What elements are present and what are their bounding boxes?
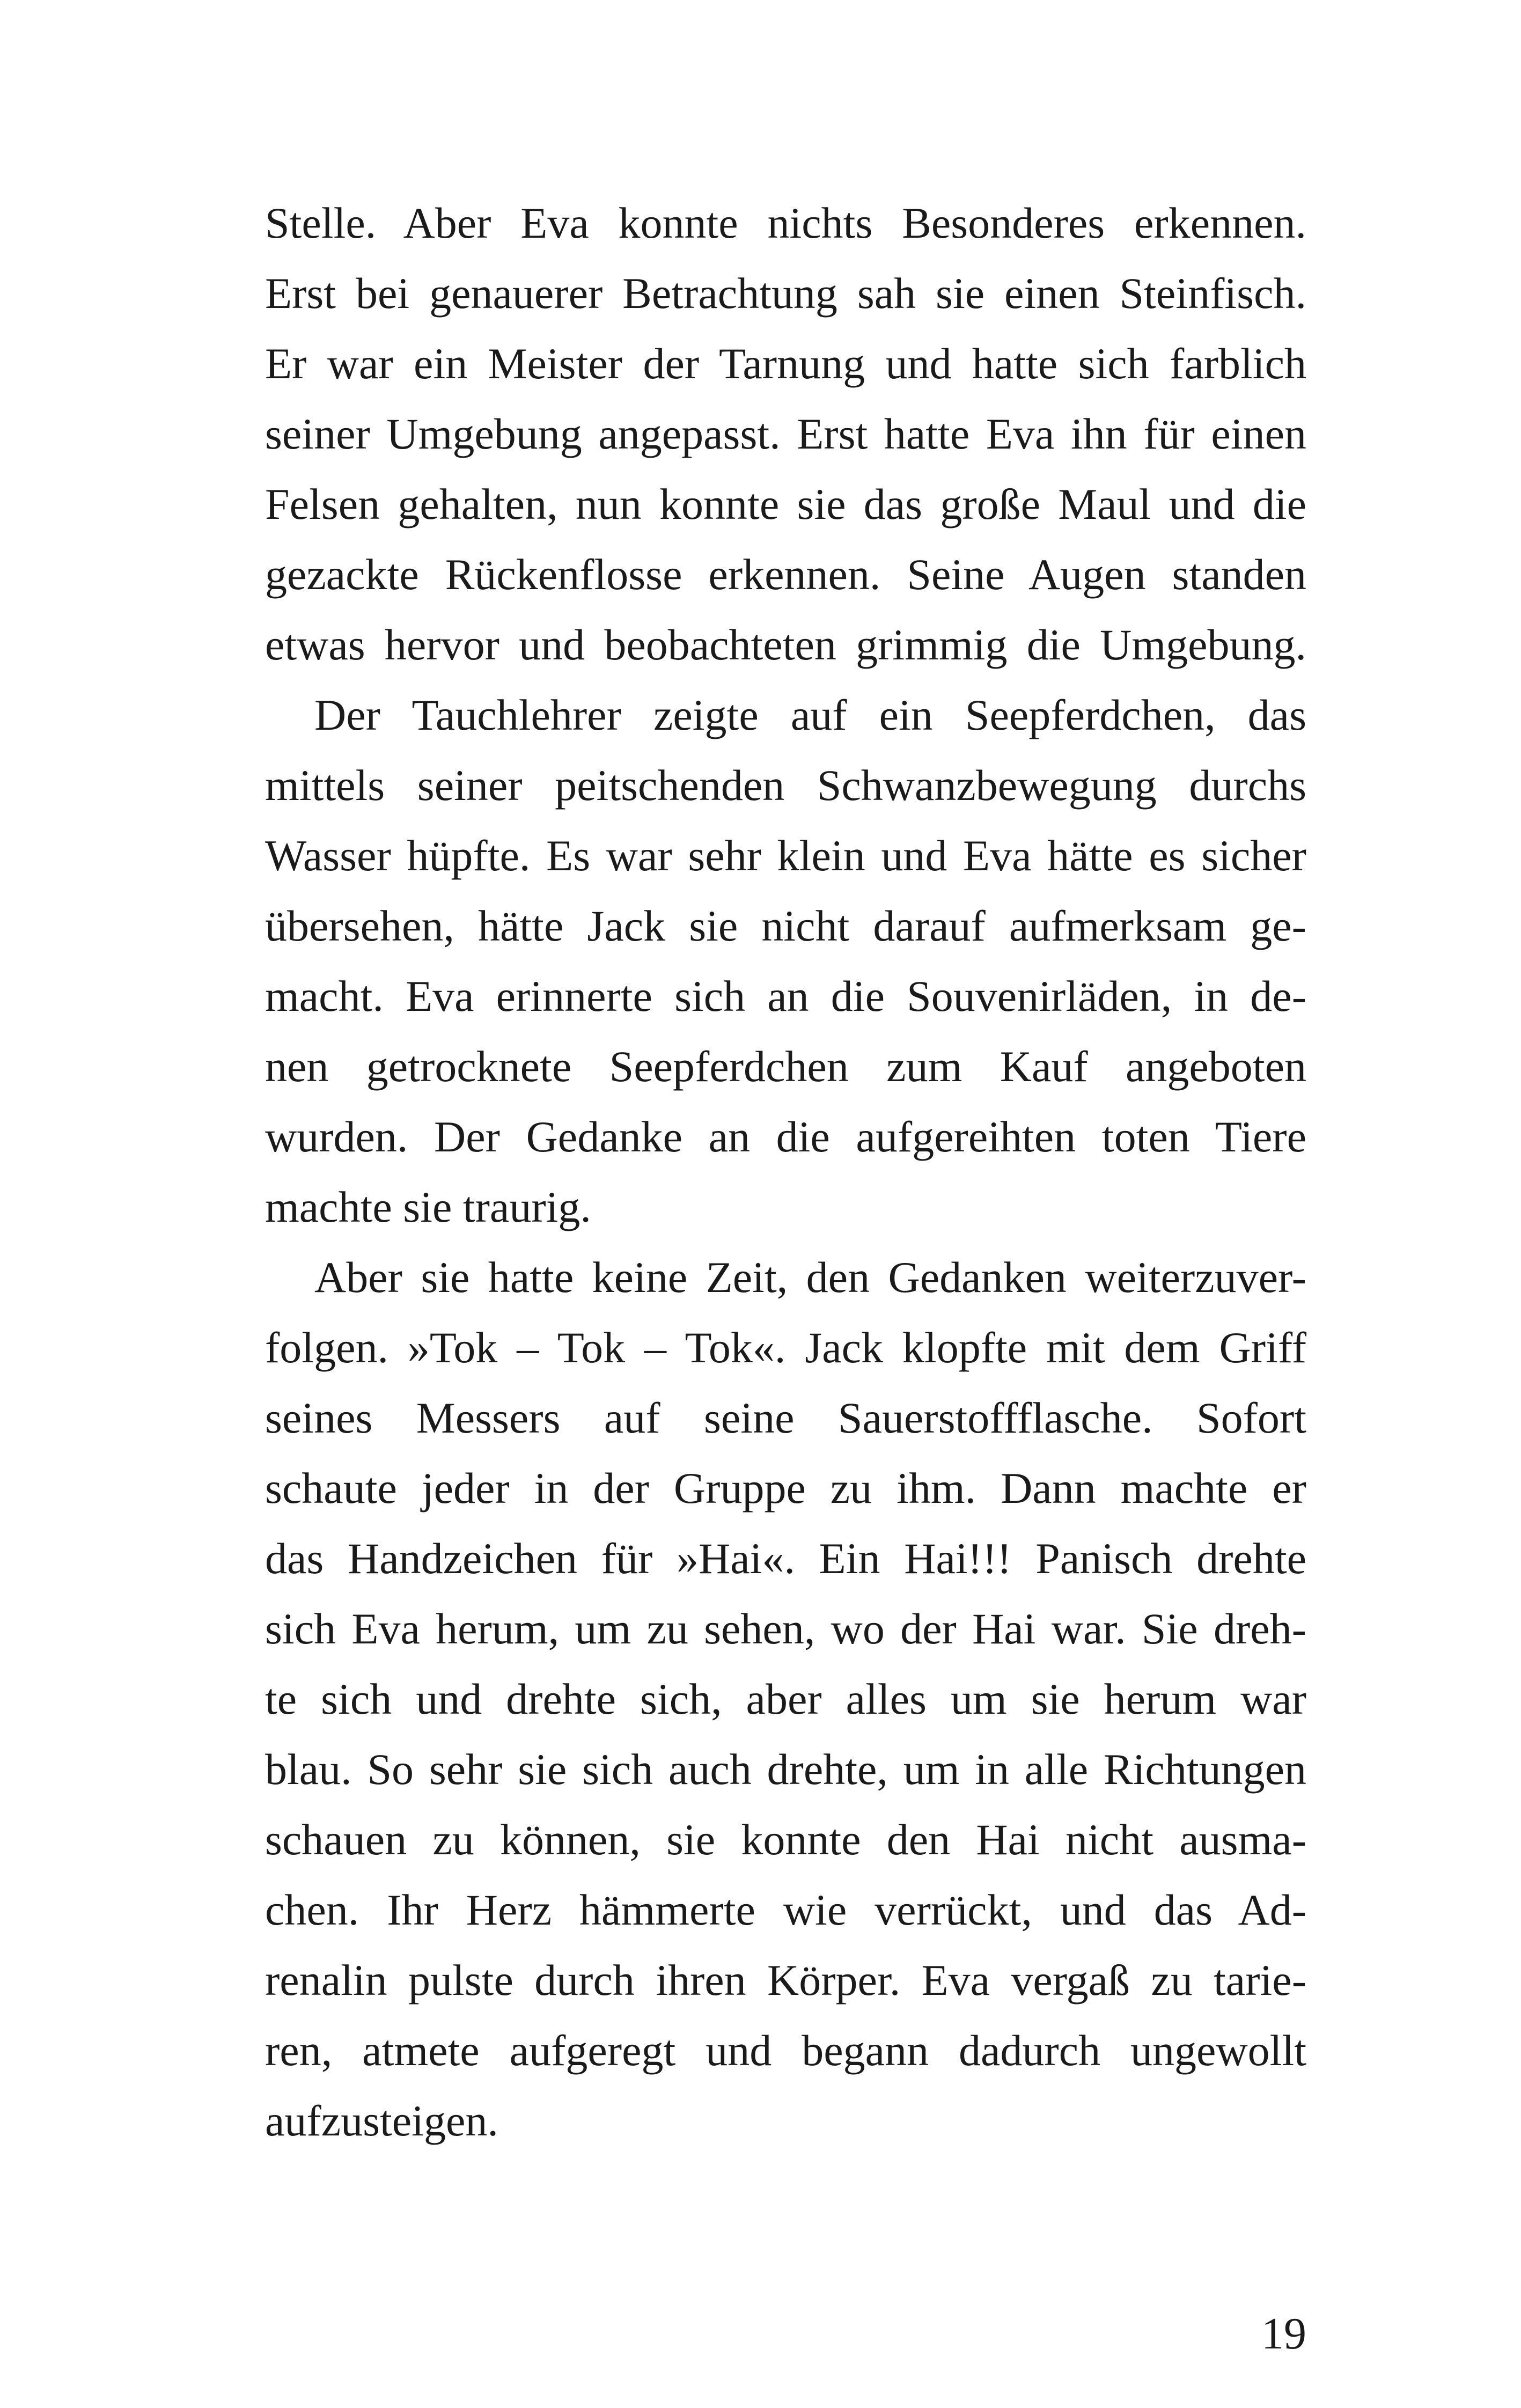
- text-line: gezackte Rückenflosse erkennen. Seine Augen standen: [265, 550, 1306, 599]
- text-line: seiner Umgebung angepasst. Erst hatte Eva ihn für einen: [265, 409, 1306, 458]
- text-line: übersehen, hätte Jack sie nicht darauf aufmerksam ge-: [265, 901, 1306, 950]
- text-line: renalin pulste durch ihren Körper. Eva vergaß zu tarie-: [265, 1956, 1306, 2005]
- text-line: nen getrocknete Seepferdchen zum Kauf angeboten: [265, 1042, 1306, 1091]
- body-text: [265, 188, 1306, 2156]
- text-line: seines Messers auf seine Sauerstoffflasche. Sofort: [265, 1393, 1306, 1442]
- text-line: chen. Ihr Herz hämmerte wie verrückt, und das Ad-: [265, 1885, 1306, 1934]
- text-line: aufzusteigen.: [265, 2096, 498, 2145]
- text-line: Aber sie hatte keine Zeit, den Gedanken weiterzuver-: [314, 1253, 1306, 1302]
- text-line: wurden. Der Gedanke an die aufgereihten toten Tiere: [265, 1112, 1306, 1161]
- text-line: Felsen gehalten, nun konnte sie das große Maul und die: [265, 480, 1306, 528]
- text-line: blau. So sehr sie sich auch drehte, um in alle Richtungen: [265, 1745, 1306, 1794]
- text-line: etwas hervor und beobachteten grimmig die Umgebung.: [265, 620, 1306, 669]
- text-line: Erst bei genauerer Betrachtung sah sie einen Steinfisch.: [265, 269, 1306, 318]
- text-line: schauen zu können, sie konnte den Hai nicht ausma-: [265, 1815, 1306, 1864]
- text-line: folgen. »Tok – Tok – Tok«. Jack klopfte mit dem Griff: [265, 1323, 1306, 1372]
- text-line: te sich und drehte sich, aber alles um sie herum war: [265, 1675, 1306, 1723]
- text-line: mittels seiner peitschenden Schwanzbewegung durchs: [265, 761, 1306, 810]
- text-line: Stelle. Aber Eva konnte nichts Besonderes erkennen.: [265, 199, 1306, 247]
- text-line: Er war ein Meister der Tarnung und hatte sich farblich: [265, 339, 1306, 388]
- text-line: sich Eva herum, um zu sehen, wo der Hai war. Sie dreh-: [265, 1604, 1306, 1653]
- text-line: ren, atmete aufgeregt und begann dadurch ungewollt: [265, 2026, 1306, 2075]
- text-line: Wasser hüpfte. Es war sehr klein und Eva hätte es sicher: [265, 831, 1306, 880]
- text-line: machte sie traurig.: [265, 1183, 591, 1231]
- text-line: schaute jeder in der Gruppe zu ihm. Dann machte er: [265, 1464, 1306, 1513]
- text-line: macht. Eva erinnerte sich an die Souvenirläden, in de-: [265, 972, 1306, 1021]
- text-line: das Handzeichen für »Hai«. Ein Hai!!! Panisch drehte: [265, 1534, 1306, 1583]
- text-line: Der Tauchlehrer zeigte auf ein Seepferdchen, das: [314, 691, 1306, 739]
- page-number: 19: [1261, 2309, 1306, 2359]
